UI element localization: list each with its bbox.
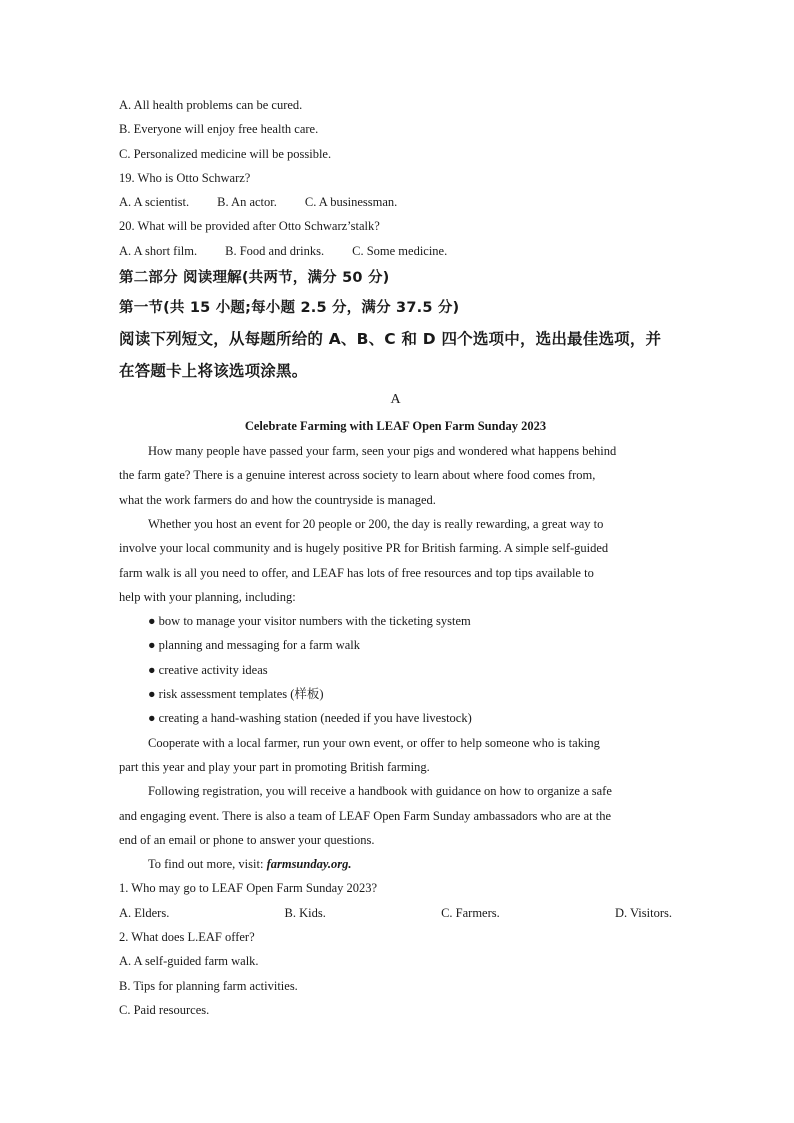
option-text: D. Visitors. — [614, 905, 672, 920]
website-link[interactable]: farmsunday.org. — [266, 857, 352, 872]
paragraph-line: Following registration, you will receive a handbook with guidance on how to organize a safe — [148, 784, 612, 799]
option-line: C. Personalized medicine will be possible. — [119, 146, 332, 161]
question-19: 19. Who is Otto Schwarz? — [119, 170, 251, 185]
paragraph-line: help with your planning, including: — [119, 589, 296, 604]
paragraph-line: How many people have passed your farm, seen your pigs and wondered what happens behind — [148, 444, 617, 459]
paragraph-line: and engaging event. There is also a team of LEAF Open Farm Sunday ambassadors who are at the — [119, 808, 611, 823]
option-text: B. An actor. — [217, 195, 277, 210]
section1-heading: 第一节(共 15 小题;每小题 2.5 分，满分 37.5 分) — [119, 300, 460, 317]
option-text: A. A scientist. — [119, 195, 190, 210]
option-line: B. Tips for planning farm activities. — [119, 978, 298, 993]
paragraph-line: Whether you host an event for 20 people or 200, the day is really rewarding, a great way to — [148, 516, 604, 531]
option-text: A. A short film. — [119, 243, 198, 258]
paragraph-line: what the work farmers do and how the countryside is managed. — [119, 492, 436, 507]
option-line: A. A self-guided farm walk. — [119, 954, 259, 969]
paragraph-2 — [119, 512, 672, 609]
question-19-options — [119, 190, 672, 214]
passage-title: Celebrate Farming with LEAF Open Farm Sunday 2023 — [244, 419, 547, 434]
option-text: C. Farmers. — [441, 905, 500, 920]
paragraph-line: farm walk is all you need to offer, and LEAF has lots of free resources and top tips available to — [119, 565, 594, 580]
question-1: 1. Who may go to LEAF Open Farm Sunday 2023? — [119, 881, 378, 896]
question-1-options — [119, 901, 672, 925]
option-text: C. Some medicine. — [352, 243, 448, 258]
option-line: B. Everyone will enjoy free health care. — [119, 122, 319, 137]
paragraph-line: the farm gate? There is a genuine interest across society to learn about where food comes from, — [119, 468, 596, 483]
part2-heading: 第二部分 阅读理解(共两节，满分 50 分) — [119, 270, 390, 287]
option-text: B. Kids. — [284, 905, 326, 920]
option-line: A. All health problems can be cured. — [119, 98, 303, 112]
visit-text: To find out more, visit: — [148, 857, 267, 872]
option-text: A. Elders. — [119, 905, 170, 920]
option-line: C. Paid resources. — [119, 1002, 210, 1017]
paragraph-line: involve your local community and is hugely positive PR for British farming. A simple self-guided — [119, 541, 609, 556]
list-item: ● creating a hand-washing station (needed if you have livestock) — [148, 711, 472, 726]
paragraph-1 — [119, 439, 672, 512]
passage-letter: A — [390, 392, 401, 408]
paragraph-line: end of an email or phone to answer your questions. — [119, 832, 375, 847]
instruction-line: 在答题卡上将该选项涂黑。 — [119, 362, 308, 381]
exam-page — [119, 93, 672, 1022]
option-text: B. Food and drinks. — [225, 243, 325, 258]
resource-list — [119, 609, 672, 730]
instruction-line: 阅读下列短文，从每题所给的 A、B、C 和 D 四个选项中，选出最佳选项，并 — [119, 330, 662, 349]
paragraph-line: part this year and play your part in promoting British farming. — [119, 759, 430, 774]
question-20: 20. What will be provided after Otto Schwarz’stalk? — [119, 219, 380, 234]
paragraph-3 — [119, 731, 672, 780]
list-item: ● creative activity ideas — [148, 662, 268, 677]
paragraph-line: Cooperate with a local farmer, run your own event, or offer to help someone who is taking — [148, 735, 600, 750]
list-item: ● planning and messaging for a farm walk — [148, 638, 361, 653]
list-item: ● bow to manage your visitor numbers with the ticketing system — [148, 614, 471, 629]
option-text: C. A businessman. — [304, 195, 398, 210]
list-item: ● risk assessment templates (样板) — [148, 687, 324, 702]
paragraph-5 — [119, 852, 672, 876]
paragraph-4 — [119, 779, 672, 852]
question-20-options — [119, 239, 672, 263]
question-2: 2. What does L.EAF offer? — [119, 930, 255, 945]
